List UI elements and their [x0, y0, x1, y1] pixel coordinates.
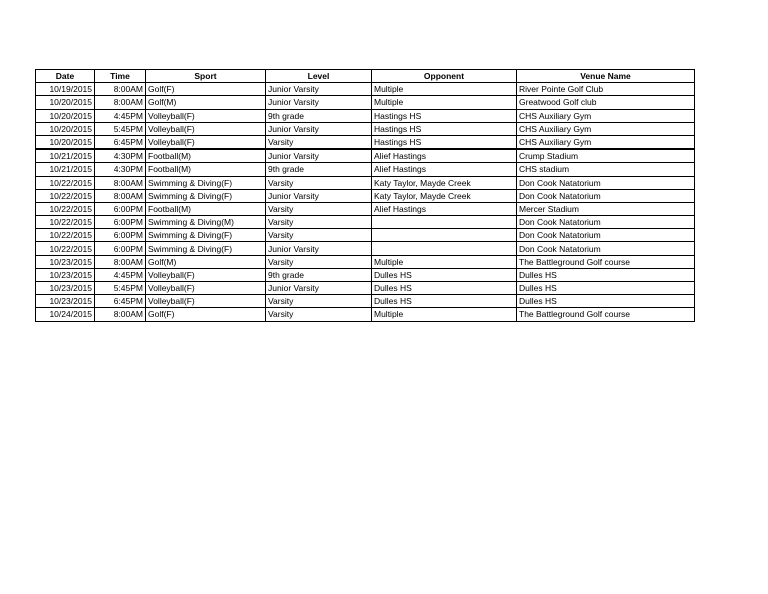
opponent-cell [372, 242, 517, 255]
level-cell: Junior Varsity [266, 242, 372, 255]
table-row [36, 83, 695, 96]
opponent-cell: Multiple [372, 308, 517, 321]
sport-cell: Volleyball(F) [146, 109, 266, 122]
table-row [36, 189, 695, 202]
date-cell: 10/22/2015 [36, 202, 95, 215]
level-cell: Varsity [266, 229, 372, 242]
venue-cell: Don Cook Natatorium [517, 176, 695, 189]
level-cell: Varsity [266, 255, 372, 268]
sport-cell: Swimming & Diving(F) [146, 176, 266, 189]
time-cell: 8:00AM [95, 255, 146, 268]
time-cell: 4:30PM [95, 149, 146, 163]
level-cell: Junior Varsity [266, 122, 372, 135]
date-cell: 10/21/2015 [36, 163, 95, 176]
level-cell: Junior Varsity [266, 149, 372, 163]
level-cell: Varsity [266, 308, 372, 321]
sport-cell: Golf(M) [146, 96, 266, 109]
opponent-cell: Dulles HS [372, 295, 517, 308]
time-cell: 4:30PM [95, 163, 146, 176]
level-cell: Junior Varsity [266, 189, 372, 202]
opponent-cell: Multiple [372, 255, 517, 268]
sport-cell: Volleyball(F) [146, 122, 266, 135]
date-cell: 10/22/2015 [36, 216, 95, 229]
sport-cell: Swimming & Diving(F) [146, 189, 266, 202]
table-row [36, 202, 695, 215]
table-row [36, 163, 695, 176]
header-opponent: Opponent [372, 70, 517, 83]
table-row [36, 295, 695, 308]
level-cell: 9th grade [266, 109, 372, 122]
venue-cell: Don Cook Natatorium [517, 216, 695, 229]
header-row [36, 70, 695, 83]
opponent-cell: Hastings HS [372, 135, 517, 149]
sport-cell: Football(M) [146, 163, 266, 176]
time-cell: 8:00AM [95, 176, 146, 189]
table-row [36, 229, 695, 242]
date-cell: 10/21/2015 [36, 149, 95, 163]
date-cell: 10/24/2015 [36, 308, 95, 321]
venue-cell: Don Cook Natatorium [517, 242, 695, 255]
sport-cell: Football(M) [146, 202, 266, 215]
sport-cell: Volleyball(F) [146, 268, 266, 281]
sport-cell: Swimming & Diving(F) [146, 242, 266, 255]
time-cell: 6:00PM [95, 242, 146, 255]
header-time: Time [95, 70, 146, 83]
venue-cell: Don Cook Natatorium [517, 229, 695, 242]
date-cell: 10/22/2015 [36, 229, 95, 242]
opponent-cell: Hastings HS [372, 109, 517, 122]
venue-cell: CHS Auxiliary Gym [517, 135, 695, 149]
venue-cell: Dulles HS [517, 268, 695, 281]
time-cell: 6:45PM [95, 295, 146, 308]
table-row [36, 109, 695, 122]
venue-cell: Greatwood Golf club [517, 96, 695, 109]
venue-cell: Dulles HS [517, 295, 695, 308]
venue-cell: The Battleground Golf course [517, 255, 695, 268]
venue-cell: CHS stadium [517, 163, 695, 176]
date-cell: 10/20/2015 [36, 96, 95, 109]
time-cell: 8:00AM [95, 308, 146, 321]
venue-cell: Dulles HS [517, 282, 695, 295]
venue-cell: River Pointe Golf Club [517, 83, 695, 96]
date-cell: 10/22/2015 [36, 176, 95, 189]
opponent-cell [372, 216, 517, 229]
table-row [36, 282, 695, 295]
sport-cell: Volleyball(F) [146, 282, 266, 295]
table-row [36, 122, 695, 135]
sport-cell: Swimming & Diving(F) [146, 229, 266, 242]
time-cell: 8:00AM [95, 83, 146, 96]
table-row [36, 216, 695, 229]
time-cell: 4:45PM [95, 109, 146, 122]
level-cell: 9th grade [266, 268, 372, 281]
time-cell: 5:45PM [95, 122, 146, 135]
opponent-cell: Alief Hastings [372, 149, 517, 163]
level-cell: 9th grade [266, 163, 372, 176]
date-cell: 10/23/2015 [36, 255, 95, 268]
opponent-cell: Dulles HS [372, 268, 517, 281]
sport-cell: Volleyball(F) [146, 135, 266, 149]
opponent-cell: Katy Taylor, Mayde Creek [372, 189, 517, 202]
sport-cell: Swimming & Diving(M) [146, 216, 266, 229]
table-body [36, 83, 695, 321]
table-row [36, 268, 695, 281]
venue-cell: CHS Auxiliary Gym [517, 122, 695, 135]
time-cell: 6:00PM [95, 202, 146, 215]
sport-cell: Golf(F) [146, 83, 266, 96]
table-row [36, 242, 695, 255]
table-row [36, 176, 695, 189]
date-cell: 10/23/2015 [36, 268, 95, 281]
venue-cell: Mercer Stadium [517, 202, 695, 215]
opponent-cell: Dulles HS [372, 282, 517, 295]
opponent-cell [372, 229, 517, 242]
schedule-sheet [35, 69, 695, 322]
date-cell: 10/22/2015 [36, 242, 95, 255]
level-cell: Varsity [266, 176, 372, 189]
date-cell: 10/22/2015 [36, 189, 95, 202]
level-cell: Junior Varsity [266, 96, 372, 109]
table-row [36, 308, 695, 321]
date-cell: 10/20/2015 [36, 122, 95, 135]
table-row [36, 135, 695, 149]
date-cell: 10/19/2015 [36, 83, 95, 96]
time-cell: 8:00AM [95, 189, 146, 202]
table-row [36, 149, 695, 163]
date-cell: 10/23/2015 [36, 282, 95, 295]
opponent-cell: Multiple [372, 83, 517, 96]
opponent-cell: Alief Hastings [372, 202, 517, 215]
sport-cell: Golf(F) [146, 308, 266, 321]
table-row [36, 255, 695, 268]
sport-cell: Football(M) [146, 149, 266, 163]
schedule-table [35, 69, 695, 322]
opponent-cell: Alief Hastings [372, 163, 517, 176]
venue-cell: Crump Stadium [517, 149, 695, 163]
level-cell: Varsity [266, 295, 372, 308]
level-cell: Varsity [266, 202, 372, 215]
venue-cell: CHS Auxiliary Gym [517, 109, 695, 122]
time-cell: 8:00AM [95, 96, 146, 109]
time-cell: 5:45PM [95, 282, 146, 295]
level-cell: Junior Varsity [266, 282, 372, 295]
opponent-cell: Hastings HS [372, 122, 517, 135]
opponent-cell: Multiple [372, 96, 517, 109]
date-cell: 10/23/2015 [36, 295, 95, 308]
venue-cell: Don Cook Natatorium [517, 189, 695, 202]
date-cell: 10/20/2015 [36, 109, 95, 122]
opponent-cell: Katy Taylor, Mayde Creek [372, 176, 517, 189]
level-cell: Varsity [266, 135, 372, 149]
sport-cell: Golf(M) [146, 255, 266, 268]
sport-cell: Volleyball(F) [146, 295, 266, 308]
level-cell: Junior Varsity [266, 83, 372, 96]
header-venue-name: Venue Name [517, 70, 695, 83]
header-date: Date [36, 70, 95, 83]
time-cell: 6:00PM [95, 216, 146, 229]
header-sport: Sport [146, 70, 266, 83]
date-cell: 10/20/2015 [36, 135, 95, 149]
time-cell: 4:45PM [95, 268, 146, 281]
level-cell: Varsity [266, 216, 372, 229]
header-level: Level [266, 70, 372, 83]
time-cell: 6:45PM [95, 135, 146, 149]
time-cell: 6:00PM [95, 229, 146, 242]
table-row [36, 96, 695, 109]
venue-cell: The Battleground Golf course [517, 308, 695, 321]
